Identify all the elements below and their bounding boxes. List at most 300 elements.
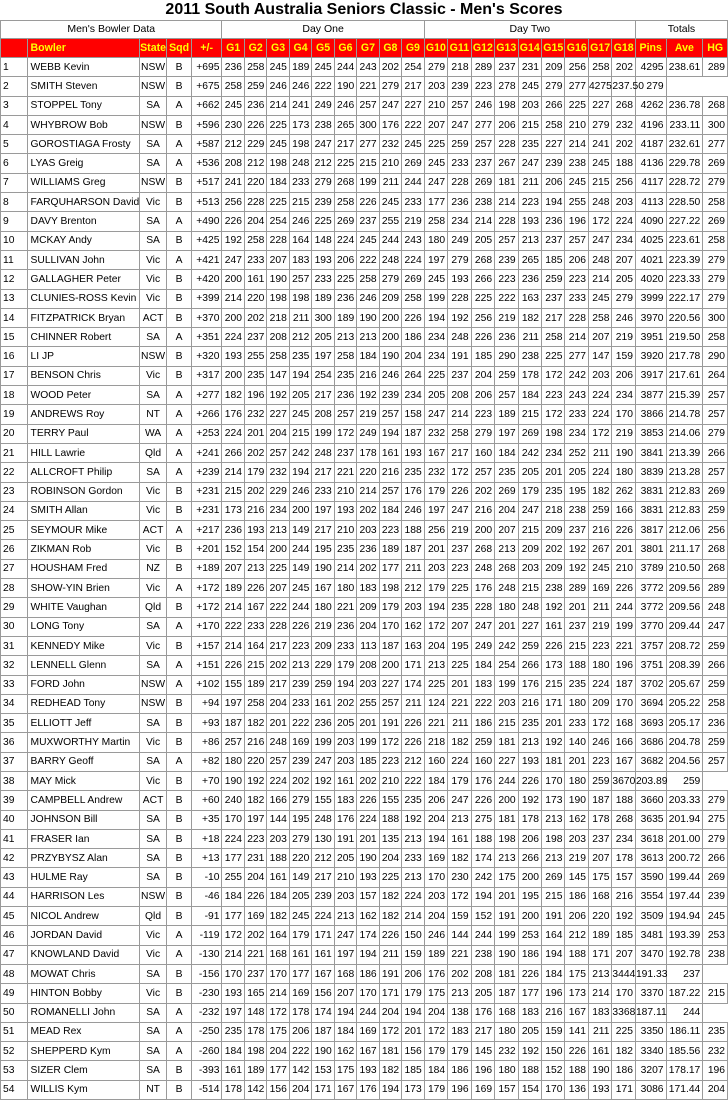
table-cell: 184 bbox=[222, 887, 244, 906]
table-cell: +320 bbox=[191, 347, 222, 366]
column-header: G13 bbox=[495, 39, 518, 58]
table-cell: +587 bbox=[191, 135, 222, 154]
table-cell: 227 bbox=[542, 135, 565, 154]
table-cell: 45 bbox=[1, 907, 28, 926]
table-cell: 216 bbox=[357, 366, 379, 385]
table-cell: 259 bbox=[703, 733, 728, 752]
bowler-name-cell: JORDAN David bbox=[27, 926, 139, 945]
table-cell: 212 bbox=[289, 328, 311, 347]
table-cell: 275 bbox=[471, 810, 494, 829]
table-cell: 223 bbox=[518, 193, 541, 212]
table-cell: 187 bbox=[495, 984, 518, 1003]
table-cell: 239 bbox=[542, 154, 565, 173]
table-cell: 247 bbox=[588, 231, 611, 250]
table-cell: 231 bbox=[518, 58, 541, 77]
table-cell: 191.33 bbox=[635, 964, 666, 983]
table-cell: 237 bbox=[448, 540, 471, 559]
table-cell: 142 bbox=[289, 1061, 311, 1080]
table-cell: 172 bbox=[379, 1022, 401, 1041]
table-cell: A bbox=[167, 945, 191, 964]
table-cell: 258 bbox=[267, 347, 289, 366]
table-cell: 43 bbox=[1, 868, 28, 887]
table-cell: 3751 bbox=[635, 656, 666, 675]
table-cell: 186 bbox=[612, 1061, 636, 1080]
table-cell: 194 bbox=[424, 308, 447, 327]
table-cell: 214 bbox=[267, 984, 289, 1003]
table-cell: 38 bbox=[1, 771, 28, 790]
table-cell: 184 bbox=[542, 964, 565, 983]
table-cell: 159 bbox=[542, 1022, 565, 1041]
table-cell: 235 bbox=[703, 1022, 728, 1041]
table-cell: 200 bbox=[289, 501, 311, 520]
table-cell: 230 bbox=[222, 115, 244, 134]
table-cell: 227 bbox=[495, 752, 518, 771]
table-cell: B bbox=[167, 849, 191, 868]
table-cell: 167 bbox=[565, 1003, 588, 1022]
table-cell: 176 bbox=[471, 1003, 494, 1022]
table-cell: 201 bbox=[565, 598, 588, 617]
table-cell: 236.78 bbox=[666, 96, 703, 115]
table-cell: 184 bbox=[424, 1061, 447, 1080]
table-cell: Vic bbox=[139, 270, 167, 289]
table-cell: 197 bbox=[424, 250, 447, 269]
bowler-name-cell: NICOL Andrew bbox=[27, 907, 139, 926]
table-cell: 200.72 bbox=[666, 849, 703, 868]
table-cell: 211 bbox=[402, 559, 425, 578]
table-cell: 188 bbox=[612, 791, 636, 810]
table-cell: 258 bbox=[222, 77, 244, 96]
table-cell: 181 bbox=[495, 810, 518, 829]
table-cell: 247 bbox=[424, 173, 447, 192]
table-cell: 177 bbox=[289, 964, 311, 983]
table-cell: 254 bbox=[402, 58, 425, 77]
table-cell: 258 bbox=[334, 347, 356, 366]
table-cell: 204.78 bbox=[666, 733, 703, 752]
table-cell: 225 bbox=[612, 1022, 636, 1041]
table-cell: 235 bbox=[448, 598, 471, 617]
table-cell: 24 bbox=[1, 501, 28, 520]
table-cell: 188 bbox=[379, 810, 401, 829]
table-cell: 184 bbox=[424, 771, 447, 790]
table-cell: 236 bbox=[334, 617, 356, 636]
table-cell: 203 bbox=[267, 829, 289, 848]
table-cell: 162 bbox=[357, 907, 379, 926]
bowler-name-cell: FRASER Ian bbox=[27, 829, 139, 848]
table-cell: 186 bbox=[402, 328, 425, 347]
table-cell: A bbox=[167, 135, 191, 154]
table-cell: 246 bbox=[612, 308, 636, 327]
table-cell: 245 bbox=[267, 135, 289, 154]
table-cell: 199.44 bbox=[666, 868, 703, 887]
table-cell: 186.11 bbox=[666, 1022, 703, 1041]
table-cell: 3 bbox=[1, 96, 28, 115]
table-row bbox=[1, 733, 728, 752]
table-cell: 219.50 bbox=[666, 328, 703, 347]
column-header: G9 bbox=[402, 39, 425, 58]
table-cell: +172 bbox=[191, 598, 222, 617]
table-cell: 173 bbox=[402, 1080, 425, 1099]
table-cell: 209.56 bbox=[666, 579, 703, 598]
table-cell: 266 bbox=[518, 849, 541, 868]
table-cell: 206 bbox=[402, 964, 425, 983]
bowler-name-cell: CLUNIES-ROSS Kevin bbox=[27, 289, 139, 308]
table-cell: A bbox=[167, 521, 191, 540]
table-cell: 225 bbox=[334, 154, 356, 173]
table-cell: 226 bbox=[244, 115, 266, 134]
table-cell: 258 bbox=[703, 193, 728, 212]
table-cell: 226 bbox=[379, 926, 401, 945]
table-cell: +172 bbox=[191, 579, 222, 598]
table-cell: 257 bbox=[565, 231, 588, 250]
table-cell: 257 bbox=[267, 752, 289, 771]
table-cell: 173 bbox=[542, 791, 565, 810]
table-cell: 175 bbox=[334, 1061, 356, 1080]
table-cell: 3693 bbox=[635, 714, 666, 733]
table-cell: 247 bbox=[379, 96, 401, 115]
table-cell: B bbox=[167, 829, 191, 848]
table-cell: 193 bbox=[334, 501, 356, 520]
table-cell: 235 bbox=[222, 1022, 244, 1041]
table-cell: 142 bbox=[244, 1080, 266, 1099]
table-cell: 138 bbox=[448, 1003, 471, 1022]
table-cell: 279 bbox=[703, 173, 728, 192]
table-cell: 206 bbox=[612, 366, 636, 385]
table-cell: 215 bbox=[495, 714, 518, 733]
table-cell: 181 bbox=[495, 964, 518, 983]
table-cell: 213 bbox=[267, 521, 289, 540]
table-cell: +151 bbox=[191, 656, 222, 675]
table-cell: 203 bbox=[612, 193, 636, 212]
table-cell: 247 bbox=[222, 250, 244, 269]
table-cell: ACT bbox=[139, 521, 167, 540]
table-cell: 204 bbox=[244, 868, 266, 887]
bowler-name-cell: SEYMOUR Mike bbox=[27, 521, 139, 540]
table-cell: 242 bbox=[518, 443, 541, 462]
table-cell: 184 bbox=[495, 443, 518, 462]
table-cell: 267 bbox=[495, 154, 518, 173]
bowler-name-cell: TERRY Paul bbox=[27, 424, 139, 443]
table-cell: 236 bbox=[495, 328, 518, 347]
table-cell: 238 bbox=[471, 193, 494, 212]
table-cell: 190 bbox=[357, 849, 379, 868]
bowler-name-cell: HOUSHAM Fred bbox=[27, 559, 139, 578]
table-cell: 201 bbox=[357, 829, 379, 848]
table-cell: 204 bbox=[424, 907, 447, 926]
table-cell: +86 bbox=[191, 733, 222, 752]
table-cell: 245 bbox=[267, 58, 289, 77]
table-cell: 165 bbox=[244, 984, 266, 1003]
table-cell: 197 bbox=[222, 694, 244, 713]
table-cell: 279 bbox=[312, 173, 334, 192]
table-cell: 213 bbox=[495, 540, 518, 559]
table-cell: 208 bbox=[448, 386, 471, 405]
table-cell: 189 bbox=[379, 540, 401, 559]
table-cell: -393 bbox=[191, 1061, 222, 1080]
table-cell: 176 bbox=[222, 405, 244, 424]
table-cell: 186 bbox=[565, 887, 588, 906]
table-cell: 188 bbox=[565, 656, 588, 675]
table-cell: B bbox=[167, 598, 191, 617]
table-cell: B bbox=[167, 636, 191, 655]
table-cell: 233 bbox=[244, 617, 266, 636]
table-cell: 166 bbox=[612, 501, 636, 520]
table-cell: 255 bbox=[379, 212, 401, 231]
table-cell: 176 bbox=[518, 675, 541, 694]
table-cell: 9 bbox=[1, 212, 28, 231]
table-cell: 217.78 bbox=[666, 347, 703, 366]
table-cell: 207 bbox=[334, 984, 356, 1003]
table-cell: 171 bbox=[402, 656, 425, 675]
table-cell: 201.00 bbox=[666, 829, 703, 848]
table-cell: 233 bbox=[312, 270, 334, 289]
table-cell: -119 bbox=[191, 926, 222, 945]
table-cell: 223 bbox=[244, 829, 266, 848]
table-cell: 225 bbox=[448, 656, 471, 675]
table-cell: 214 bbox=[222, 289, 244, 308]
table-cell: 183 bbox=[357, 579, 379, 598]
table-cell: 190 bbox=[334, 77, 356, 96]
bowler-name-cell: ROMANELLI John bbox=[27, 1003, 139, 1022]
bowler-name-cell: FARQUHARSON David bbox=[27, 193, 139, 212]
table-cell: B bbox=[167, 984, 191, 1003]
table-cell: 3350 bbox=[635, 1022, 666, 1041]
table-cell: 279 bbox=[424, 58, 447, 77]
table-cell: 217 bbox=[448, 443, 471, 462]
table-cell: 222 bbox=[357, 250, 379, 269]
table-cell: 4113 bbox=[635, 193, 666, 212]
table-cell: 217 bbox=[471, 1022, 494, 1041]
table-cell: 238 bbox=[542, 579, 565, 598]
table-cell: SA bbox=[139, 463, 167, 482]
table-cell: 249 bbox=[448, 231, 471, 250]
table-cell: 219 bbox=[357, 405, 379, 424]
table-cell: 26 bbox=[1, 540, 28, 559]
table-cell: 248 bbox=[495, 579, 518, 598]
table-cell: 179 bbox=[289, 926, 311, 945]
table-cell: 3757 bbox=[635, 636, 666, 655]
table-cell: 237 bbox=[588, 829, 611, 848]
table-cell: 41 bbox=[1, 829, 28, 848]
table-cell: +82 bbox=[191, 752, 222, 771]
table-cell: -156 bbox=[191, 964, 222, 983]
table-cell: 246 bbox=[289, 212, 311, 231]
table-row bbox=[1, 463, 728, 482]
table-cell: 3207 bbox=[635, 1061, 666, 1080]
table-cell: 234 bbox=[542, 443, 565, 462]
table-cell: 245 bbox=[289, 579, 311, 598]
table-cell: 279 bbox=[289, 791, 311, 810]
table-row bbox=[1, 887, 728, 906]
table-cell: 219 bbox=[565, 849, 588, 868]
bowler-name-cell: DAVY Brenton bbox=[27, 212, 139, 231]
column-header-row bbox=[1, 39, 728, 58]
table-cell: 214 bbox=[357, 482, 379, 501]
table-cell: 247 bbox=[448, 501, 471, 520]
table-cell: 212 bbox=[402, 579, 425, 598]
table-cell: 197 bbox=[424, 501, 447, 520]
table-cell: 212.83 bbox=[666, 482, 703, 501]
table-cell: 242 bbox=[289, 443, 311, 462]
table-cell: 217 bbox=[334, 135, 356, 154]
table-cell: 245 bbox=[588, 559, 611, 578]
table-cell: 186 bbox=[448, 1061, 471, 1080]
table-cell: 233.11 bbox=[666, 115, 703, 134]
table-cell: 195 bbox=[448, 636, 471, 655]
table-cell: NSW bbox=[139, 694, 167, 713]
table-row bbox=[1, 501, 728, 520]
table-cell: 255 bbox=[222, 868, 244, 887]
table-cell: 4025 bbox=[635, 231, 666, 250]
column-header: G7 bbox=[357, 39, 379, 58]
table-cell: 161 bbox=[588, 1042, 611, 1061]
table-cell: 3801 bbox=[635, 540, 666, 559]
table-row bbox=[1, 366, 728, 385]
table-cell: 159 bbox=[448, 907, 471, 926]
table-cell: 200 bbox=[379, 308, 401, 327]
table-cell: 259 bbox=[542, 270, 565, 289]
table-row bbox=[1, 1042, 728, 1061]
table-cell: 223 bbox=[495, 270, 518, 289]
table-cell: 149 bbox=[289, 521, 311, 540]
table-cell: 211 bbox=[402, 694, 425, 713]
table-cell: 243 bbox=[402, 231, 425, 250]
table-cell: 3951 bbox=[635, 328, 666, 347]
table-cell: 203 bbox=[565, 829, 588, 848]
table-cell: 189 bbox=[334, 308, 356, 327]
table-cell: 212.83 bbox=[666, 501, 703, 520]
table-cell: 178.17 bbox=[666, 1061, 703, 1080]
table-cell: 189 bbox=[424, 945, 447, 964]
table-cell: B bbox=[167, 540, 191, 559]
table-cell: 171 bbox=[588, 945, 611, 964]
table-cell: 194 bbox=[542, 193, 565, 212]
table-cell: 234 bbox=[612, 231, 636, 250]
table-cell: 209 bbox=[379, 289, 401, 308]
table-cell: 213.39 bbox=[666, 443, 703, 462]
table-cell: 164 bbox=[244, 636, 266, 655]
table-cell: 237 bbox=[334, 443, 356, 462]
table-cell: 233 bbox=[334, 636, 356, 655]
table-cell: 179 bbox=[424, 579, 447, 598]
table-cell: 185 bbox=[542, 250, 565, 269]
table-cell: 172 bbox=[379, 733, 401, 752]
table-cell: 182 bbox=[612, 1042, 636, 1061]
table-cell: Vic bbox=[139, 501, 167, 520]
table-cell: 29 bbox=[1, 598, 28, 617]
table-cell: WA bbox=[139, 424, 167, 443]
table-cell: 223 bbox=[379, 752, 401, 771]
table-cell: 223 bbox=[379, 521, 401, 540]
table-cell: 195 bbox=[289, 810, 311, 829]
table-cell: 205 bbox=[565, 463, 588, 482]
table-cell: 219 bbox=[312, 617, 334, 636]
table-cell: 215.39 bbox=[666, 386, 703, 405]
table-cell: 257 bbox=[379, 694, 401, 713]
table-cell: 217 bbox=[312, 521, 334, 540]
table-cell: 233 bbox=[565, 405, 588, 424]
table-cell: 145 bbox=[471, 1042, 494, 1061]
table-cell: 210 bbox=[334, 482, 356, 501]
table-cell: 145 bbox=[565, 868, 588, 887]
table-cell: 205 bbox=[312, 328, 334, 347]
table-cell: 192 bbox=[612, 907, 636, 926]
table-cell: 170 bbox=[379, 617, 401, 636]
table-cell: 213 bbox=[495, 849, 518, 868]
table-cell: 258 bbox=[703, 328, 728, 347]
table-cell: 222 bbox=[289, 714, 311, 733]
table-cell: 164 bbox=[289, 231, 311, 250]
bowler-name-cell: SMITH Steven bbox=[27, 77, 139, 96]
table-cell: SA bbox=[139, 752, 167, 771]
table-cell: 226 bbox=[402, 308, 425, 327]
table-cell: 199 bbox=[612, 617, 636, 636]
table-cell: 167 bbox=[312, 964, 334, 983]
table-cell: 234 bbox=[424, 328, 447, 347]
table-cell: 202 bbox=[244, 443, 266, 462]
table-cell: NSW bbox=[139, 173, 167, 192]
table-cell: 278 bbox=[495, 77, 518, 96]
table-cell: 213 bbox=[357, 328, 379, 347]
table-cell: 149 bbox=[289, 559, 311, 578]
table-cell: 172 bbox=[424, 617, 447, 636]
table-cell: B bbox=[167, 482, 191, 501]
table-cell: 233 bbox=[448, 154, 471, 173]
table-cell: 256 bbox=[222, 193, 244, 212]
column-header: G16 bbox=[565, 39, 588, 58]
table-cell: 179 bbox=[244, 463, 266, 482]
table-cell: 5 bbox=[1, 135, 28, 154]
table-row bbox=[1, 656, 728, 675]
bowler-name-cell: REDHEAD Tony bbox=[27, 694, 139, 713]
table-cell: 172 bbox=[588, 212, 611, 231]
table-cell: 242 bbox=[565, 366, 588, 385]
table-cell: +253 bbox=[191, 424, 222, 443]
table-cell: 268 bbox=[612, 96, 636, 115]
table-cell: 225 bbox=[424, 675, 447, 694]
bowler-name-cell: WHITE Vaughan bbox=[27, 598, 139, 617]
table-cell: 279 bbox=[703, 289, 728, 308]
table-row bbox=[1, 598, 728, 617]
table-cell: 249 bbox=[357, 424, 379, 443]
table-cell: SA bbox=[139, 849, 167, 868]
table-cell: 248 bbox=[267, 733, 289, 752]
table-cell: A bbox=[167, 328, 191, 347]
table-cell: 219 bbox=[612, 328, 636, 347]
table-cell: A bbox=[167, 617, 191, 636]
table-cell: 249 bbox=[312, 96, 334, 115]
table-cell: 161 bbox=[222, 1061, 244, 1080]
table-cell: ACT bbox=[139, 308, 167, 327]
table-cell: 40 bbox=[1, 810, 28, 829]
table-cell: 205 bbox=[612, 270, 636, 289]
table-cell: 154 bbox=[244, 540, 266, 559]
table-cell: 225 bbox=[267, 559, 289, 578]
table-cell: 184 bbox=[267, 887, 289, 906]
bowler-name-cell: MOWAT Chris bbox=[27, 964, 139, 983]
table-cell: 205 bbox=[289, 887, 311, 906]
column-header: Ave bbox=[666, 39, 703, 58]
table-cell: 206 bbox=[289, 1022, 311, 1041]
table-cell: 172 bbox=[222, 926, 244, 945]
table-cell: 226 bbox=[357, 193, 379, 212]
table-cell: 259 bbox=[448, 135, 471, 154]
table-cell: 190 bbox=[588, 1061, 611, 1080]
table-cell: 4262 bbox=[635, 96, 666, 115]
table-cell: 161 bbox=[312, 694, 334, 713]
table-cell: 187 bbox=[379, 636, 401, 655]
table-cell: 220 bbox=[289, 849, 311, 868]
table-cell: 269 bbox=[703, 154, 728, 173]
